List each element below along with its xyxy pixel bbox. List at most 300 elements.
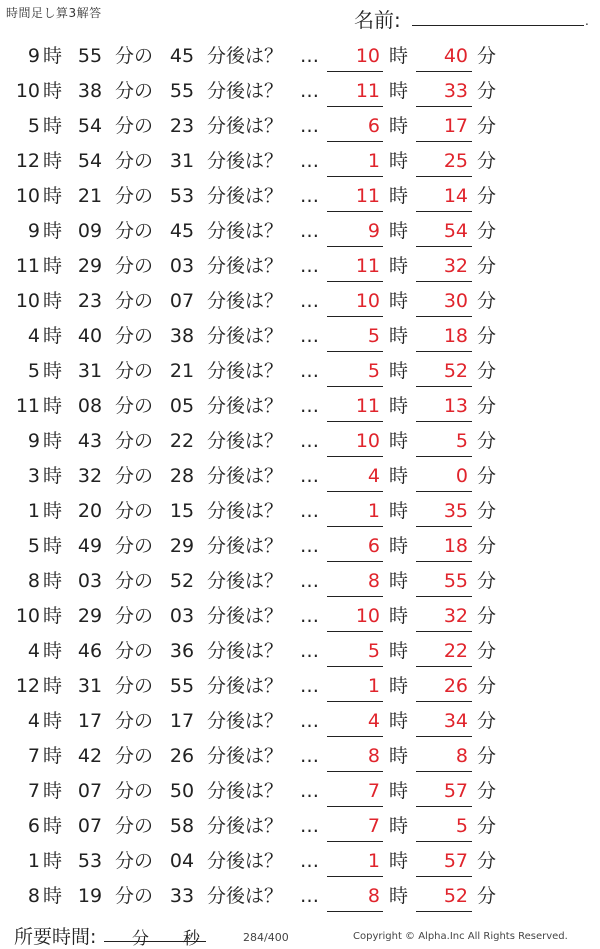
minute-suffix: 分の <box>115 255 154 277</box>
problem-row <box>0 40 600 75</box>
answer-minute-suffix: 分 <box>477 80 497 102</box>
hour-suffix: 時 <box>43 360 63 382</box>
ellipsis: … <box>300 500 319 522</box>
start-hour: 4 <box>27 710 40 732</box>
answer-minute: 22 <box>443 640 468 662</box>
start-hour: 10 <box>15 290 40 312</box>
answer-minute: 26 <box>443 675 468 697</box>
answer-hour-suffix: 時 <box>389 395 409 417</box>
answer-minute: 18 <box>443 325 468 347</box>
question-text: 分後は？ <box>207 360 284 382</box>
answer-minute: 8 <box>455 745 468 767</box>
minute-suffix: 分の <box>115 45 154 67</box>
minute-suffix: 分の <box>115 885 154 907</box>
answer-hour-line[interactable] <box>327 176 383 177</box>
added-minutes: 29 <box>169 535 195 557</box>
problem-row <box>0 530 600 565</box>
answer-minute-line[interactable] <box>416 631 472 632</box>
answer-hour: 11 <box>355 395 380 417</box>
hour-suffix: 時 <box>43 45 63 67</box>
minute-suffix: 分の <box>115 675 154 697</box>
minute-suffix: 分の <box>115 80 154 102</box>
minute-suffix: 分の <box>115 605 154 627</box>
answer-hour-suffix: 時 <box>389 150 409 172</box>
answer-minute-line[interactable] <box>416 141 472 142</box>
answer-hour-line[interactable] <box>327 386 383 387</box>
answer-minute-line[interactable] <box>416 456 472 457</box>
ellipsis: … <box>300 115 319 137</box>
problem-row <box>0 285 600 320</box>
ellipsis: … <box>300 325 319 347</box>
answer-hour: 7 <box>367 815 380 837</box>
answer-hour-line[interactable] <box>327 71 383 72</box>
ellipsis: … <box>300 815 319 837</box>
answer-hour: 11 <box>355 185 380 207</box>
answer-minute-suffix: 分 <box>477 45 497 67</box>
problem-row <box>0 75 600 110</box>
minute-suffix: 分の <box>115 710 154 732</box>
question-text: 分後は？ <box>207 255 284 277</box>
answer-minute: 35 <box>443 500 468 522</box>
answer-hour-line[interactable] <box>327 211 383 212</box>
answer-minute-line[interactable] <box>416 736 472 737</box>
problem-row <box>0 845 600 880</box>
answer-minute-line[interactable] <box>416 421 472 422</box>
ellipsis: … <box>300 360 319 382</box>
minute-suffix: 分の <box>115 185 154 207</box>
start-minute: 21 <box>77 185 103 207</box>
answer-hour: 8 <box>367 745 380 767</box>
answer-minute: 32 <box>443 255 468 277</box>
start-minute: 38 <box>77 80 103 102</box>
answer-hour: 8 <box>367 885 380 907</box>
start-minute: 55 <box>77 45 103 67</box>
answer-minute: 17 <box>443 115 468 137</box>
problem-row <box>0 145 600 180</box>
ellipsis: … <box>300 605 319 627</box>
answer-minute: 0 <box>455 465 468 487</box>
ellipsis: … <box>300 745 319 767</box>
answer-hour-suffix: 時 <box>389 80 409 102</box>
question-text: 分後は？ <box>207 45 284 67</box>
answer-hour-line[interactable] <box>327 421 383 422</box>
start-minute: 09 <box>77 220 103 242</box>
start-hour: 3 <box>27 465 40 487</box>
answer-hour: 4 <box>367 465 380 487</box>
question-text: 分後は？ <box>207 850 284 872</box>
question-text: 分後は？ <box>207 290 284 312</box>
added-minutes: 45 <box>169 45 195 67</box>
hour-suffix: 時 <box>43 220 63 242</box>
minute-suffix: 分の <box>115 500 154 522</box>
answer-hour: 10 <box>355 290 380 312</box>
answer-hour-suffix: 時 <box>389 220 409 242</box>
hour-suffix: 時 <box>43 885 63 907</box>
answer-hour: 9 <box>367 220 380 242</box>
start-hour: 1 <box>27 850 40 872</box>
question-text: 分後は？ <box>207 500 284 522</box>
name-field-line[interactable] <box>412 25 584 26</box>
minute-suffix: 分の <box>115 150 154 172</box>
hour-suffix: 時 <box>43 570 63 592</box>
answer-minute-line[interactable] <box>416 351 472 352</box>
hour-suffix: 時 <box>43 150 63 172</box>
answer-minute-line[interactable] <box>416 526 472 527</box>
answer-hour: 1 <box>367 850 380 872</box>
ellipsis: … <box>300 570 319 592</box>
start-minute: 07 <box>77 815 103 837</box>
minute-suffix: 分の <box>115 465 154 487</box>
answer-minute-line[interactable] <box>416 316 472 317</box>
start-minute: 49 <box>77 535 103 557</box>
answer-minute: 5 <box>455 815 468 837</box>
hour-suffix: 時 <box>43 185 63 207</box>
start-hour: 5 <box>27 115 40 137</box>
answer-hour: 4 <box>367 710 380 732</box>
ellipsis: … <box>300 45 319 67</box>
added-minutes: 15 <box>169 500 195 522</box>
answer-hour-line[interactable] <box>327 246 383 247</box>
added-minutes: 55 <box>169 80 195 102</box>
hour-suffix: 時 <box>43 640 63 662</box>
ellipsis: … <box>300 780 319 802</box>
hour-suffix: 時 <box>43 115 63 137</box>
answer-minute-line[interactable] <box>416 911 472 912</box>
start-minute: 46 <box>77 640 103 662</box>
answer-hour: 8 <box>367 570 380 592</box>
answer-minute-line[interactable] <box>416 596 472 597</box>
answer-minute: 13 <box>443 395 468 417</box>
hour-suffix: 時 <box>43 605 63 627</box>
added-minutes: 38 <box>169 325 195 347</box>
answer-minute-suffix: 分 <box>477 395 497 417</box>
problem-row <box>0 460 600 495</box>
answer-hour-suffix: 時 <box>389 885 409 907</box>
answer-minute-suffix: 分 <box>477 780 497 802</box>
answer-minute-line[interactable] <box>416 841 472 842</box>
problem-row <box>0 215 600 250</box>
answer-minute-suffix: 分 <box>477 465 497 487</box>
page-number: 284/400 <box>243 931 289 944</box>
answer-hour-line[interactable] <box>327 876 383 877</box>
added-minutes: 50 <box>169 780 195 802</box>
answer-minute: 33 <box>443 80 468 102</box>
ellipsis: … <box>300 220 319 242</box>
answer-minute: 54 <box>443 220 468 242</box>
answer-minute-line[interactable] <box>416 211 472 212</box>
answer-hour-line[interactable] <box>327 666 383 667</box>
minute-suffix: 分の <box>115 220 154 242</box>
answer-hour-line[interactable] <box>327 351 383 352</box>
answer-minute-line[interactable] <box>416 246 472 247</box>
name-label: 名前: <box>354 8 401 32</box>
start-hour: 7 <box>27 745 40 767</box>
problem-row <box>0 600 600 635</box>
problem-row <box>0 425 600 460</box>
answer-minute-line[interactable] <box>416 71 472 72</box>
answer-minute-line[interactable] <box>416 876 472 877</box>
minute-suffix: 分の <box>115 745 154 767</box>
answer-hour: 1 <box>367 150 380 172</box>
added-minutes: 58 <box>169 815 195 837</box>
start-hour: 11 <box>15 255 40 277</box>
answer-hour: 11 <box>355 80 380 102</box>
minutes-unit: 分 <box>132 929 149 949</box>
answer-minute-line[interactable] <box>416 281 472 282</box>
start-minute: 54 <box>77 150 103 172</box>
answer-hour: 5 <box>367 640 380 662</box>
start-minute: 23 <box>77 290 103 312</box>
answer-hour: 10 <box>355 430 380 452</box>
added-minutes: 22 <box>169 430 195 452</box>
ellipsis: … <box>300 185 319 207</box>
added-minutes: 45 <box>169 220 195 242</box>
answer-hour: 6 <box>367 535 380 557</box>
answer-hour-line[interactable] <box>327 456 383 457</box>
answer-minute-suffix: 分 <box>477 850 497 872</box>
added-minutes: 03 <box>169 605 195 627</box>
name-field-end-dot: . <box>585 14 589 28</box>
question-text: 分後は？ <box>207 150 284 172</box>
added-minutes: 53 <box>169 185 195 207</box>
problem-list <box>0 40 600 915</box>
answer-minute-suffix: 分 <box>477 535 497 557</box>
answer-hour-line[interactable] <box>327 561 383 562</box>
hour-suffix: 時 <box>43 500 63 522</box>
hour-suffix: 時 <box>43 430 63 452</box>
problem-row <box>0 320 600 355</box>
answer-minute-line[interactable] <box>416 666 472 667</box>
start-minute: 17 <box>77 710 103 732</box>
answer-minute: 55 <box>443 570 468 592</box>
answer-hour-suffix: 時 <box>389 115 409 137</box>
ellipsis: … <box>300 290 319 312</box>
answer-hour-line[interactable] <box>327 736 383 737</box>
answer-minute-suffix: 分 <box>477 255 497 277</box>
start-hour: 9 <box>27 45 40 67</box>
answer-hour-line[interactable] <box>327 491 383 492</box>
answer-minute: 14 <box>443 185 468 207</box>
answer-minute: 25 <box>443 150 468 172</box>
answer-hour: 11 <box>355 255 380 277</box>
problem-row <box>0 740 600 775</box>
minute-suffix: 分の <box>115 815 154 837</box>
start-minute: 29 <box>77 605 103 627</box>
answer-hour-suffix: 時 <box>389 745 409 767</box>
minute-suffix: 分の <box>115 115 154 137</box>
ellipsis: … <box>300 80 319 102</box>
answer-hour-suffix: 時 <box>389 430 409 452</box>
start-hour: 8 <box>27 885 40 907</box>
ellipsis: … <box>300 675 319 697</box>
answer-hour-line[interactable] <box>327 841 383 842</box>
ellipsis: … <box>300 885 319 907</box>
answer-hour: 1 <box>367 500 380 522</box>
minute-suffix: 分の <box>115 535 154 557</box>
question-text: 分後は？ <box>207 430 284 452</box>
answer-hour: 5 <box>367 325 380 347</box>
hour-suffix: 時 <box>43 80 63 102</box>
problem-row <box>0 705 600 740</box>
answer-minute: 52 <box>443 885 468 907</box>
answer-hour-line[interactable] <box>327 316 383 317</box>
question-text: 分後は？ <box>207 115 284 137</box>
question-text: 分後は？ <box>207 535 284 557</box>
question-text: 分後は？ <box>207 80 284 102</box>
minute-suffix: 分の <box>115 430 154 452</box>
start-hour: 8 <box>27 570 40 592</box>
start-hour: 11 <box>15 395 40 417</box>
answer-minute-line[interactable] <box>416 491 472 492</box>
hour-suffix: 時 <box>43 675 63 697</box>
question-text: 分後は？ <box>207 185 284 207</box>
start-hour: 12 <box>15 675 40 697</box>
answer-hour-line[interactable] <box>327 771 383 772</box>
answer-minute-suffix: 分 <box>477 710 497 732</box>
question-text: 分後は？ <box>207 325 284 347</box>
hour-suffix: 時 <box>43 745 63 767</box>
answer-hour-suffix: 時 <box>389 710 409 732</box>
answer-minute-suffix: 分 <box>477 220 497 242</box>
minute-suffix: 分の <box>115 290 154 312</box>
minute-suffix: 分の <box>115 640 154 662</box>
answer-minute-suffix: 分 <box>477 885 497 907</box>
answer-hour-line[interactable] <box>327 911 383 912</box>
answer-minute-line[interactable] <box>416 806 472 807</box>
answer-hour-line[interactable] <box>327 106 383 107</box>
problem-row <box>0 880 600 915</box>
answer-minute-suffix: 分 <box>477 605 497 627</box>
copyright-notice: Copyright © Alpha.Inc All Rights Reserved. <box>353 931 568 942</box>
hour-suffix: 時 <box>43 850 63 872</box>
start-minute: 31 <box>77 360 103 382</box>
problem-row <box>0 180 600 215</box>
answer-minute-line[interactable] <box>416 106 472 107</box>
answer-hour-suffix: 時 <box>389 815 409 837</box>
question-text: 分後は？ <box>207 710 284 732</box>
worksheet-title: 時間足し算3解答 <box>6 6 102 20</box>
hour-suffix: 時 <box>43 710 63 732</box>
answer-hour-line[interactable] <box>327 806 383 807</box>
answer-hour-line[interactable] <box>327 281 383 282</box>
added-minutes: 36 <box>169 640 195 662</box>
added-minutes: 05 <box>169 395 195 417</box>
question-text: 分後は？ <box>207 465 284 487</box>
start-minute: 07 <box>77 780 103 802</box>
start-hour: 9 <box>27 430 40 452</box>
answer-minute: 52 <box>443 360 468 382</box>
start-minute: 31 <box>77 675 103 697</box>
start-hour: 5 <box>27 360 40 382</box>
answer-minute-line[interactable] <box>416 176 472 177</box>
start-minute: 32 <box>77 465 103 487</box>
hour-suffix: 時 <box>43 290 63 312</box>
answer-hour-suffix: 時 <box>389 360 409 382</box>
problem-row <box>0 565 600 600</box>
answer-minute-suffix: 分 <box>477 360 497 382</box>
answer-hour-suffix: 時 <box>389 255 409 277</box>
answer-minute-line[interactable] <box>416 701 472 702</box>
answer-hour-line[interactable] <box>327 141 383 142</box>
start-hour: 4 <box>27 640 40 662</box>
start-hour: 10 <box>15 80 40 102</box>
problem-row <box>0 355 600 390</box>
added-minutes: 07 <box>169 290 195 312</box>
minute-suffix: 分の <box>115 780 154 802</box>
answer-hour-suffix: 時 <box>389 640 409 662</box>
problem-row <box>0 635 600 670</box>
answer-minute-suffix: 分 <box>477 325 497 347</box>
answer-hour-line[interactable] <box>327 631 383 632</box>
problem-row <box>0 390 600 425</box>
hour-suffix: 時 <box>43 465 63 487</box>
question-text: 分後は？ <box>207 675 284 697</box>
start-minute: 42 <box>77 745 103 767</box>
added-minutes: 31 <box>169 150 195 172</box>
start-minute: 03 <box>77 570 103 592</box>
answer-minute-suffix: 分 <box>477 150 497 172</box>
answer-minute-line[interactable] <box>416 771 472 772</box>
added-minutes: 28 <box>169 465 195 487</box>
ellipsis: … <box>300 535 319 557</box>
minute-suffix: 分の <box>115 325 154 347</box>
answer-hour-suffix: 時 <box>389 780 409 802</box>
start-hour: 6 <box>27 815 40 837</box>
answer-minute: 18 <box>443 535 468 557</box>
answer-minute-suffix: 分 <box>477 500 497 522</box>
answer-minute-line[interactable] <box>416 386 472 387</box>
hour-suffix: 時 <box>43 255 63 277</box>
seconds-unit: 秒 <box>183 929 200 949</box>
answer-minute-suffix: 分 <box>477 815 497 837</box>
problem-row <box>0 775 600 810</box>
question-text: 分後は？ <box>207 745 284 767</box>
ellipsis: … <box>300 430 319 452</box>
answer-minute-suffix: 分 <box>477 290 497 312</box>
start-minute: 43 <box>77 430 103 452</box>
answer-minute: 5 <box>455 430 468 452</box>
answer-hour-suffix: 時 <box>389 605 409 627</box>
problem-row <box>0 250 600 285</box>
answer-minute-suffix: 分 <box>477 185 497 207</box>
start-minute: 20 <box>77 500 103 522</box>
start-minute: 08 <box>77 395 103 417</box>
answer-minute: 32 <box>443 605 468 627</box>
problem-row <box>0 110 600 145</box>
question-text: 分後は？ <box>207 570 284 592</box>
answer-minute-line[interactable] <box>416 561 472 562</box>
ellipsis: … <box>300 710 319 732</box>
hour-suffix: 時 <box>43 780 63 802</box>
problem-row <box>0 810 600 845</box>
hour-suffix: 時 <box>43 325 63 347</box>
question-text: 分後は？ <box>207 395 284 417</box>
answer-hour-line[interactable] <box>327 596 383 597</box>
minute-suffix: 分の <box>115 395 154 417</box>
time-required-label: 所要時間: <box>14 926 97 948</box>
answer-hour-suffix: 時 <box>389 850 409 872</box>
answer-hour-line[interactable] <box>327 701 383 702</box>
answer-hour-suffix: 時 <box>389 290 409 312</box>
added-minutes: 21 <box>169 360 195 382</box>
added-minutes: 03 <box>169 255 195 277</box>
answer-hour-line[interactable] <box>327 526 383 527</box>
ellipsis: … <box>300 150 319 172</box>
start-minute: 53 <box>77 850 103 872</box>
answer-minute-suffix: 分 <box>477 430 497 452</box>
start-minute: 29 <box>77 255 103 277</box>
minute-suffix: 分の <box>115 850 154 872</box>
